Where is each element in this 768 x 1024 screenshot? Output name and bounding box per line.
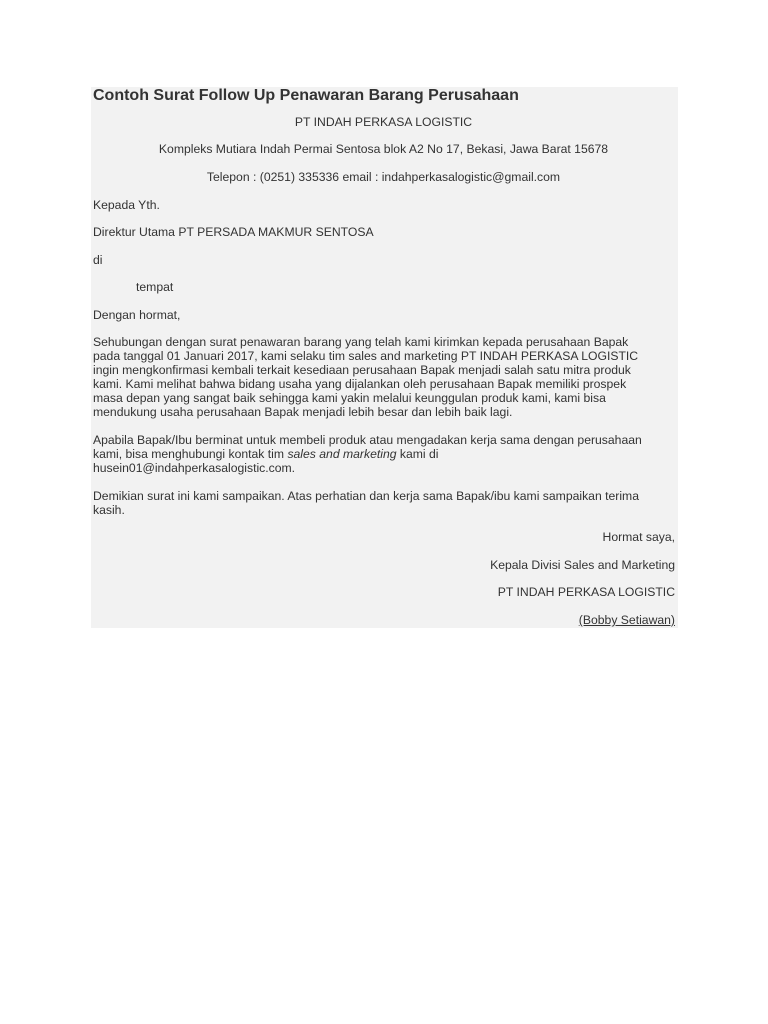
document-page bbox=[91, 87, 678, 628]
paragraph-italic-text: sales and marketing bbox=[287, 447, 397, 461]
paragraph-line: mendukung usaha perusahaan Bapak menjadi lebih besar dan lebih baik lagi. bbox=[93, 405, 513, 419]
paragraph-line: kami. Kami melihat bahwa bidang usaha yang dijalankan oleh perusahaan Bapak memiliki prospek bbox=[93, 377, 627, 391]
paragraph-line: Sehubungan dengan surat penawaran barang yang telah kami kirimkan kepada perusahaan Bapak bbox=[93, 335, 629, 349]
greeting: Dengan hormat, bbox=[93, 308, 181, 322]
body-paragraph-2 bbox=[93, 433, 675, 475]
recipient-salutation: Kepada Yth. bbox=[93, 198, 160, 212]
paragraph-line: ingin mengkonfirmasi kembali terkait kesediaan perusahaan Bapak menjadi salah satu mitra produk bbox=[93, 363, 631, 377]
closing-position: Kepala Divisi Sales and Marketing bbox=[490, 558, 675, 572]
closing-signatory: (Bobby Setiawan) bbox=[578, 613, 675, 627]
contact-email: husein01@indahperkasalogistic.com. bbox=[93, 461, 296, 475]
paragraph-line bbox=[93, 447, 675, 461]
letterhead-contact: Telepon : (0251) 335336 email : indahperkasalogistic@gmail.com bbox=[206, 170, 561, 184]
letterhead-address: Kompleks Mutiara Indah Permai Sentosa blok A2 No 17, Bekasi, Jawa Barat 15678 bbox=[158, 142, 609, 156]
letterhead-company: PT INDAH PERKASA LOGISTIC bbox=[294, 115, 473, 129]
recipient-name: Direktur Utama PT PERSADA MAKMUR SENTOSA bbox=[93, 225, 374, 239]
paragraph-line: Apabila Bapak/Ibu berminat untuk membeli produk atau mengadakan kerja sama dengan perusahaan bbox=[93, 433, 642, 447]
paragraph-line: kasih. bbox=[93, 503, 125, 517]
body-paragraph-3 bbox=[93, 489, 675, 517]
recipient-di: di bbox=[93, 253, 103, 267]
closing-regards: Hormat saya, bbox=[602, 530, 675, 544]
paragraph-line: pada tanggal 01 Januari 2017, kami selaku tim sales and marketing PT INDAH PERKASA LOGISTIC bbox=[93, 349, 639, 363]
body-paragraph-1 bbox=[93, 335, 675, 419]
closing-company: PT INDAH PERKASA LOGISTIC bbox=[497, 585, 675, 599]
paragraph-line: Demikian surat ini kami sampaikan. Atas perhatian dan kerja sama Bapak/ibu kami sampaikan terima bbox=[93, 489, 639, 503]
recipient-place: tempat bbox=[136, 280, 174, 294]
document-title: Contoh Surat Follow Up Penawaran Barang Perusahaan bbox=[93, 87, 519, 104]
paragraph-line: masa depan yang sangat baik sehingga kami yakin melalui keunggulan produk kami, kami bisa bbox=[93, 391, 606, 405]
paragraph-text: kami, bisa menghubungi kontak tim bbox=[93, 447, 288, 461]
paragraph-text: kami di bbox=[396, 447, 439, 461]
